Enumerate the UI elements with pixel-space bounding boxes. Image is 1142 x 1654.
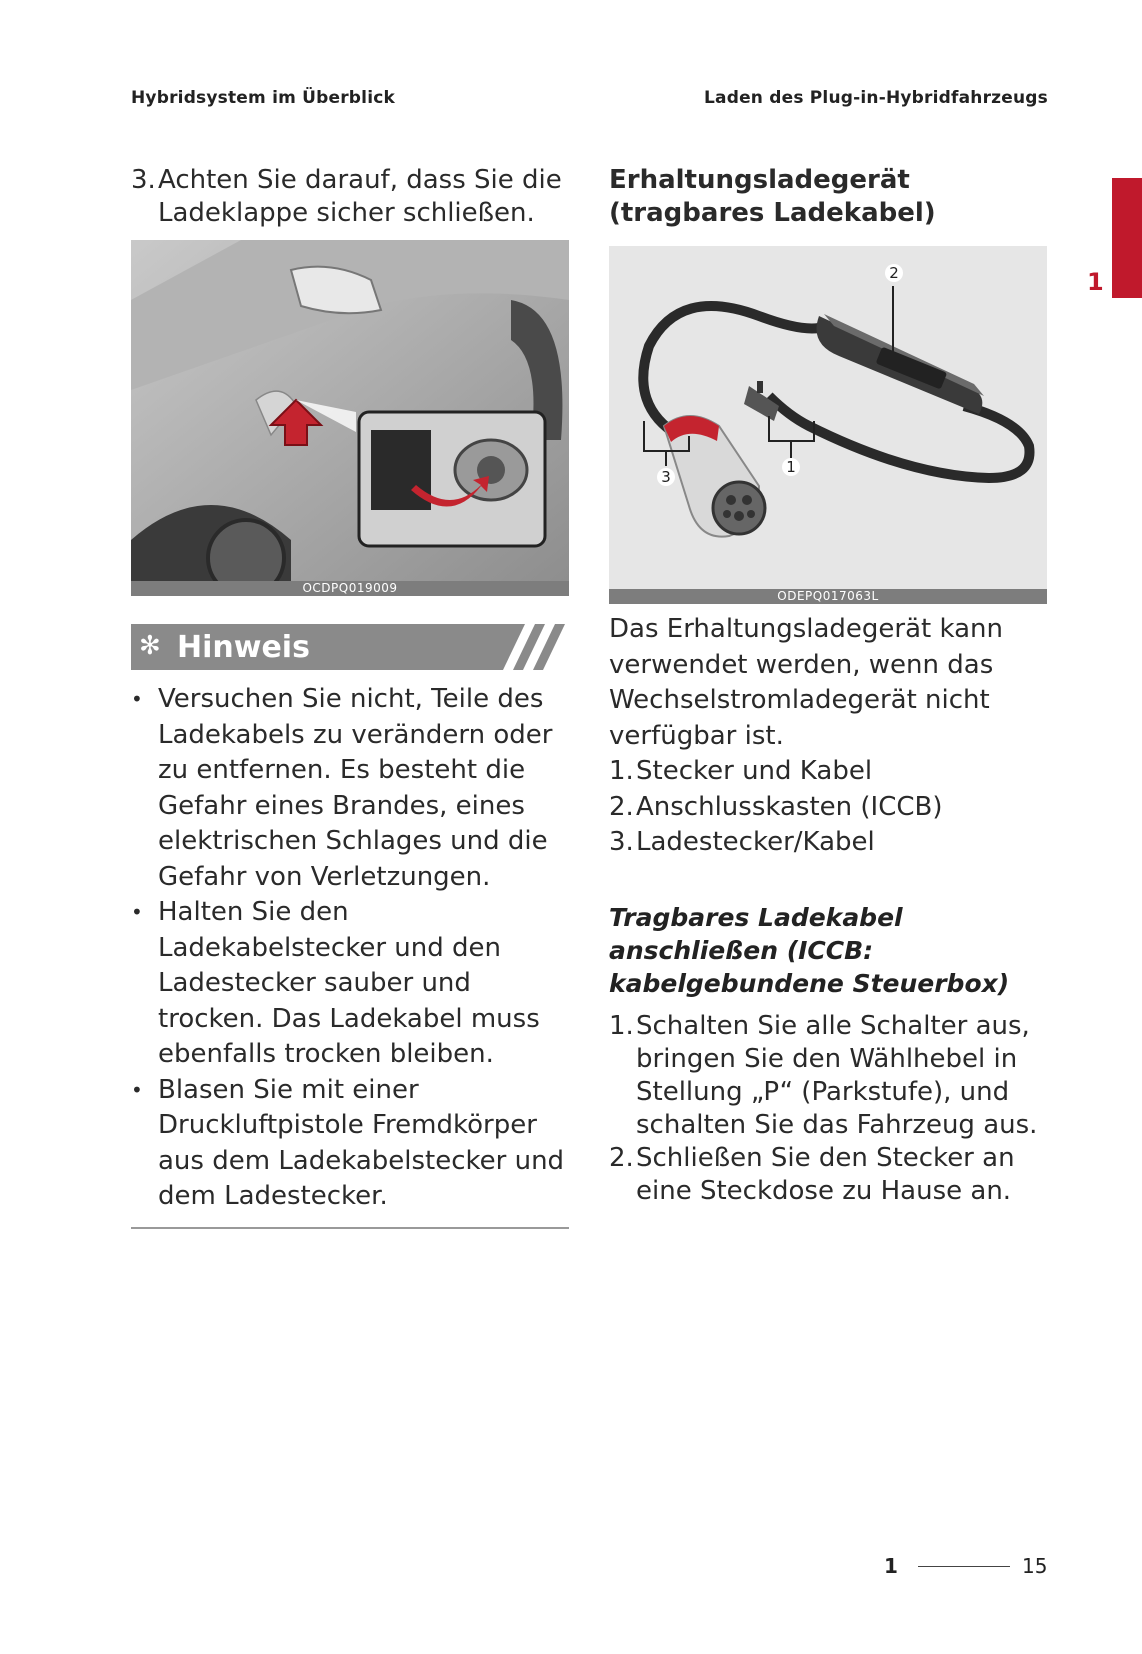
list-item — [131, 895, 569, 1073]
list-item — [131, 682, 569, 895]
list-item — [609, 825, 1047, 861]
section-heading: Erhaltungsladegerät (tragbares Ladekabel) — [609, 165, 936, 228]
item-number: 3. — [609, 827, 634, 857]
charger-figure — [609, 246, 1047, 604]
parts-list — [609, 754, 1047, 861]
item-number: 1. — [609, 756, 634, 786]
list-item — [609, 790, 1047, 826]
item-text: Ladestecker/Kabel — [636, 827, 875, 857]
item-text: Anschlusskasten (ICCB) — [636, 791, 943, 822]
asterisk-icon: ✻ — [139, 631, 161, 661]
section-divider — [131, 1227, 569, 1229]
chapter-tab — [1112, 178, 1142, 298]
bullet-dot: • — [131, 1077, 143, 1102]
hinweis-title: Hinweis — [177, 630, 310, 665]
car-side-illustration — [131, 240, 569, 581]
page-number: 15 — [1022, 1554, 1048, 1578]
bullet-text: Blasen Sie mit einer Druckluftpistole Fremdkörper aus dem Ladekabelstecker und dem Ladestecker. — [158, 1074, 565, 1211]
callout-3: 3 — [657, 468, 675, 486]
left-column — [131, 164, 569, 1229]
bullet-dot: • — [131, 687, 143, 711]
list-item — [609, 1142, 1047, 1208]
step-text: Achten Sie darauf, dass Sie die Ladeklappe sicher schließen. — [158, 165, 562, 228]
steps-list — [609, 1010, 1047, 1208]
running-header-right: Laden des Plug-in-Hybridfahrzeugs — [704, 88, 1048, 108]
step-text: Schließen Sie den Stecker an eine Steckdose zu Hause an. — [636, 1142, 1015, 1206]
item-text: Stecker und Kabel — [636, 756, 873, 786]
intro-paragraph: Das Erhaltungsladegerät kann verwendet werden, wenn das Wechselstromladegerät nicht verfügbar ist. — [609, 614, 1003, 751]
step-3 — [131, 164, 569, 230]
charging-flap-figure — [131, 240, 569, 596]
portable-charger-illustration — [609, 246, 1047, 589]
chapter-tab-number: 1 — [1087, 268, 1104, 296]
subsection-heading: Tragbares Ladekabel anschließen (ICCB: kabelgebundene Steuerbox) — [609, 902, 1010, 998]
step-number: 2. — [609, 1142, 634, 1173]
step-number: 3. — [131, 165, 156, 195]
figure-caption: OCDPQ019009 — [131, 581, 569, 596]
callout-2: 2 — [885, 264, 903, 282]
right-column — [609, 164, 1047, 1208]
list-item — [609, 754, 1047, 790]
bullet-text: Versuchen Sie nicht, Teile des Ladekabels zu verändern oder zu entfernen. Es besteht die Gefahr eines Brandes, eines elektrischen Schlages und die Gefahr von Verletzungen. — [158, 684, 553, 892]
step-text: Schalten Sie alle Schalter aus, bringen Sie den Wählhebel in Stellung „P“ (Parkstufe), und schalten Sie das Fahrzeug aus. — [636, 1010, 1038, 1140]
list-item — [609, 1010, 1047, 1142]
bullet-dot: • — [131, 900, 143, 924]
list-item — [131, 1073, 569, 1215]
hinweis-box-header — [131, 624, 569, 670]
item-number: 2. — [609, 791, 634, 822]
callout-1: 1 — [782, 458, 800, 476]
step-number: 1. — [609, 1010, 634, 1041]
footer-rule — [918, 1566, 1010, 1567]
bullet-text: Halten Sie den Ladekabelstecker und den Ladestecker sauber und trocken. Das Ladekabel muss ebenfalls trocken bleiben. — [158, 897, 540, 1069]
footer-chapter-number: 1 — [884, 1554, 898, 1578]
hinweis-bullets — [131, 682, 569, 1215]
stripes-decoration — [489, 624, 569, 670]
figure-caption: ODEPQ017063L — [609, 589, 1047, 604]
running-header-left: Hybridsystem im Überblick — [131, 88, 396, 108]
